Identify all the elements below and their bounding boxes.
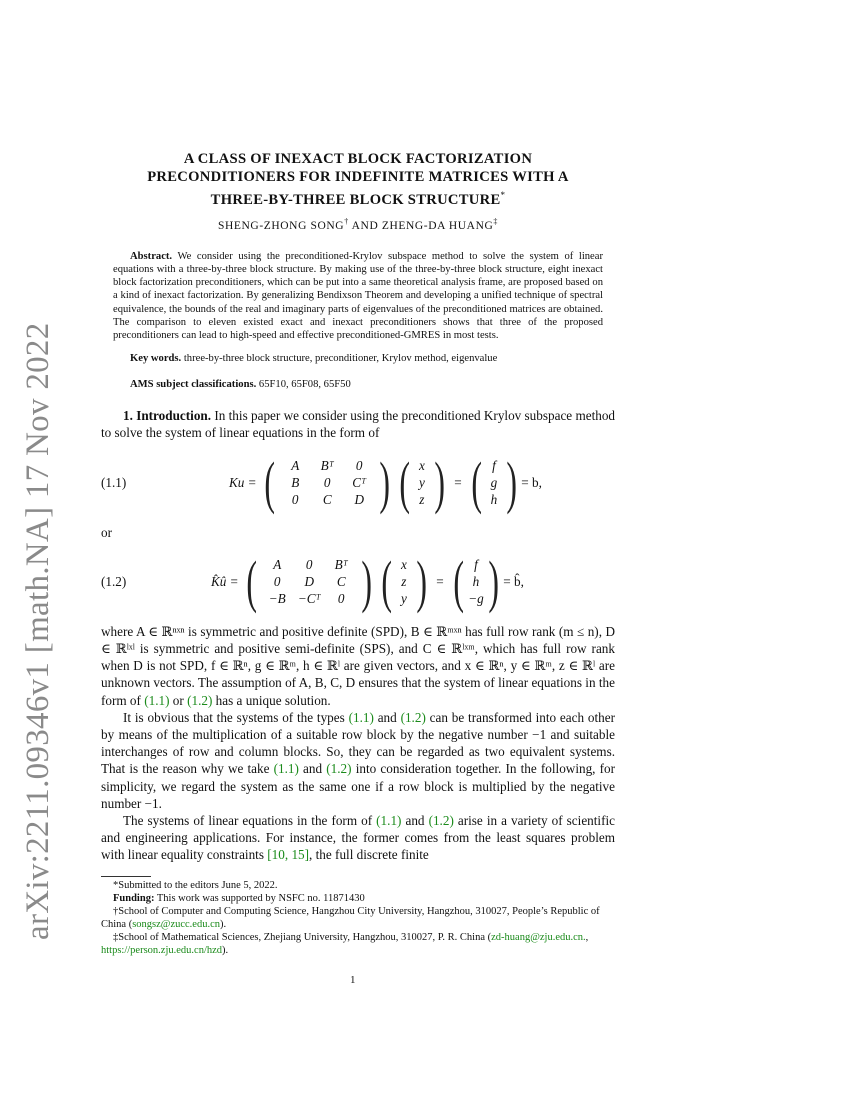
equation-body	[229, 449, 542, 515]
matrix-entry: 0	[291, 491, 299, 507]
matrix-entry: x	[400, 557, 407, 573]
matrix-entry: A	[273, 557, 282, 573]
matrix-entry: 0	[337, 591, 345, 607]
paren-left: (	[264, 449, 275, 515]
matrix-entry: −B	[268, 591, 286, 607]
paren-right: )	[361, 548, 373, 614]
matrix-entry: A	[291, 457, 300, 473]
matrix-entry: h	[472, 574, 480, 590]
matrix-entry: D	[354, 491, 364, 507]
matrix-entry: Bᵀ	[320, 457, 334, 473]
paragraph: It is obvious that the systems of the types (1.1) and (1.2) can be transformed into each other by means of the multiplication of a suitable row block by the negative number −1 and suitable interchanges of row and column blocks. So, they can be regarded as two equivalent systems. That is the reason why we take (1.1) and (1.2) into consideration together. In the following, for simplicity, we regard the system as the same one if a row block is multiplied by the negative number −1.	[101, 709, 616, 811]
matrix-entry: −g	[468, 591, 484, 607]
section-heading: 1. Introduction.	[123, 408, 212, 424]
paren-right: )	[488, 548, 499, 614]
keywords	[113, 352, 603, 365]
matrix-entry: y	[400, 591, 407, 607]
equation-lhs: Ku =	[229, 474, 257, 490]
matrix-entry: h	[490, 491, 498, 507]
title-line: A CLASS OF INEXACT BLOCK FACTORIZATION	[183, 151, 533, 167]
equation-ref-link[interactable]: (1.1)	[348, 709, 374, 725]
equation-number: (1.1)	[101, 474, 127, 490]
title-line: THREE-BY-THREE BLOCK STRUCTURE*	[210, 190, 506, 208]
title-footnote-mark: *	[500, 190, 506, 200]
equation-ref-link[interactable]: (1.2)	[400, 709, 426, 725]
matrix-entry: y	[418, 474, 425, 490]
equation-ref-link[interactable]: (1.1)	[376, 812, 402, 828]
ams-text: 65F10, 65F08, 65F50	[258, 379, 351, 391]
footnote: ‡School of Mathematical Sciences, Zhejiang University, Hangzhou, 310027, P. R. China (zd-huang@zju.edu.cn., https://person.zju.edu.cn/hzd).	[101, 931, 589, 956]
matrix-entry: 0	[323, 474, 331, 490]
arxiv-sidebar-stamp: arXiv:2211.09346v1 [math.NA] 17 Nov 2022	[20, 322, 56, 940]
paren-left: (	[246, 548, 257, 614]
authors	[101, 217, 615, 232]
rhs-vector	[468, 556, 484, 607]
author-name: SHENG-ZHONG SONG	[217, 219, 345, 232]
matrix-entry: z	[401, 574, 407, 590]
paper-title	[101, 150, 615, 209]
equation-tail: = b,	[521, 474, 542, 490]
matrix-entry: x	[418, 457, 425, 473]
footnote: Funding: This work was supported by NSFC no. 11871430	[113, 892, 365, 904]
keywords-label: Key words.	[130, 353, 182, 365]
abstract	[113, 250, 603, 342]
equation-ref-link[interactable]: (1.1)	[144, 692, 170, 708]
matrix-entry: B	[291, 474, 300, 490]
paragraph: 1. Introduction. In this paper we consider using the preconditioned Krylov subspace method to solve the system of linear equations in the form of	[101, 408, 616, 441]
equals-sign: =	[454, 474, 462, 490]
matrix-entry: D	[304, 574, 314, 590]
paper-page	[101, 150, 615, 957]
matrix-entry: 0	[355, 457, 363, 473]
equation-number: (1.2)	[101, 573, 127, 589]
abstract-label: Abstract.	[130, 250, 173, 262]
main-body	[101, 407, 615, 863]
equation-ref-link[interactable]: (1.2)	[326, 761, 352, 777]
author-mark: ‡	[493, 216, 499, 226]
matrix-entry: 0	[305, 557, 313, 573]
unknown-vector	[414, 457, 430, 508]
ams-label: AMS subject classifications.	[130, 379, 257, 391]
unknown-vector	[396, 556, 412, 607]
matrix-entry: f	[492, 457, 496, 473]
equation-ref-link[interactable]: (1.1)	[273, 761, 299, 777]
homepage-link[interactable]: https://person.zju.edu.cn/hzd	[101, 944, 223, 956]
matrix-entry: z	[419, 491, 425, 507]
title-line: PRECONDITIONERS FOR INDEFINITE MATRICES WITH A	[147, 169, 569, 185]
matrix-entry: f	[474, 557, 478, 573]
equation-body	[211, 548, 524, 614]
citation-link[interactable]: [10, 15]	[267, 847, 310, 863]
paren-left: (	[398, 449, 410, 515]
paragraph: The systems of linear equations in the form of (1.1) and (1.2) arise in a variety of scientific and engineering applications. For instance, the former comes from the least squares problem with linear equality constraints [10, 15], the full discrete finite	[101, 812, 616, 863]
rhs-vector	[486, 457, 502, 508]
paren-right: )	[434, 449, 445, 515]
equation-ref-link[interactable]: (1.2)	[187, 692, 213, 708]
keywords-text: three-by-three block structure, preconditioner, Krylov method, eigenvalue	[183, 353, 498, 365]
block-matrix	[279, 457, 375, 508]
email-link[interactable]: zd-huang@zju.edu.cn.	[491, 931, 586, 943]
equation-ref-link[interactable]: (1.2)	[428, 812, 454, 828]
equation-1-2	[101, 548, 615, 614]
paragraph-or: or	[101, 524, 112, 540]
footnote-divider	[101, 876, 151, 877]
paragraph: where A ∈ ℝⁿˣⁿ is symmetric and positive definite (SPD), B ∈ ℝᵐˣⁿ has full row rank (m ≤ n), D ∈ ℝˡˣˡ is symmetric and positive semi-definite (SPS), and C ∈ ℝˡˣᵐ, which has full row rank when D is not SPD, f ∈ ℝⁿ, g ∈ ℝᵐ, h ∈ ℝˡ are given vectors, and x ∈ ℝⁿ, y ∈ ℝᵐ, z ∈ ℝˡ are unknown vectors. The assumption of A, B, C, D ensures that the system of linear equations in the form of (1.1) or (1.2) has a unique solution.	[101, 623, 615, 708]
paren-right: )	[416, 548, 427, 614]
matrix-entry: 0	[273, 574, 281, 590]
author-name: ZHENG-DA HUANG	[381, 219, 494, 232]
ams-classifications	[113, 379, 603, 390]
equation-tail: = b̂,	[503, 574, 524, 590]
equation-1-1	[101, 449, 615, 515]
matrix-entry: C	[322, 491, 332, 507]
author-mark: †	[344, 216, 349, 226]
block-matrix	[261, 556, 357, 607]
footnote: *Submitted to the editors June 5, 2022.	[113, 879, 278, 891]
email-link[interactable]: songsz@zucc.edu.cn	[132, 918, 221, 930]
abstract-text: We consider using the preconditioned-Krylov subspace method to solve the system of linear equations with a three-by-three block structure. By making use of the three-by-three block structure, eight inexact block factorization preconditioners, which can be put into a same theoretical analysis frame, are proposed based on a kind of inexact factorization. By generalizing Bendixson Theorem and developing a unified technique of spectral equivalence, the bounds of the real and imaginary parts of eigenvalues of the preconditioned matrices are obtained. The comparison to eleven existed exact and inexact preconditioners shows that three of the proposed preconditioners can lead to high-speed and effective preconditioned-GMRES in most tests.	[113, 250, 603, 341]
paren-left: (	[452, 548, 464, 614]
equals-sign: =	[436, 574, 444, 590]
matrix-entry: Cᵀ	[352, 474, 367, 490]
authors-and: AND	[348, 219, 382, 232]
paren-right: )	[506, 449, 517, 515]
paren-left: (	[380, 548, 392, 614]
paren-right: )	[379, 449, 391, 515]
footnotes	[101, 879, 615, 957]
matrix-entry: C	[336, 574, 346, 590]
matrix-entry: Bᵀ	[334, 557, 348, 573]
paren-left: (	[470, 449, 482, 515]
page-number: 1	[350, 974, 356, 986]
footnote: †School of Computer and Computing Science, Hangzhou City University, Hangzhou, 310027, People’s Republic of China (songsz@zucc.edu.cn).	[101, 905, 600, 930]
matrix-entry: −Cᵀ	[297, 591, 321, 607]
matrix-entry: g	[490, 474, 498, 490]
equation-lhs: K̂û =	[211, 574, 239, 590]
